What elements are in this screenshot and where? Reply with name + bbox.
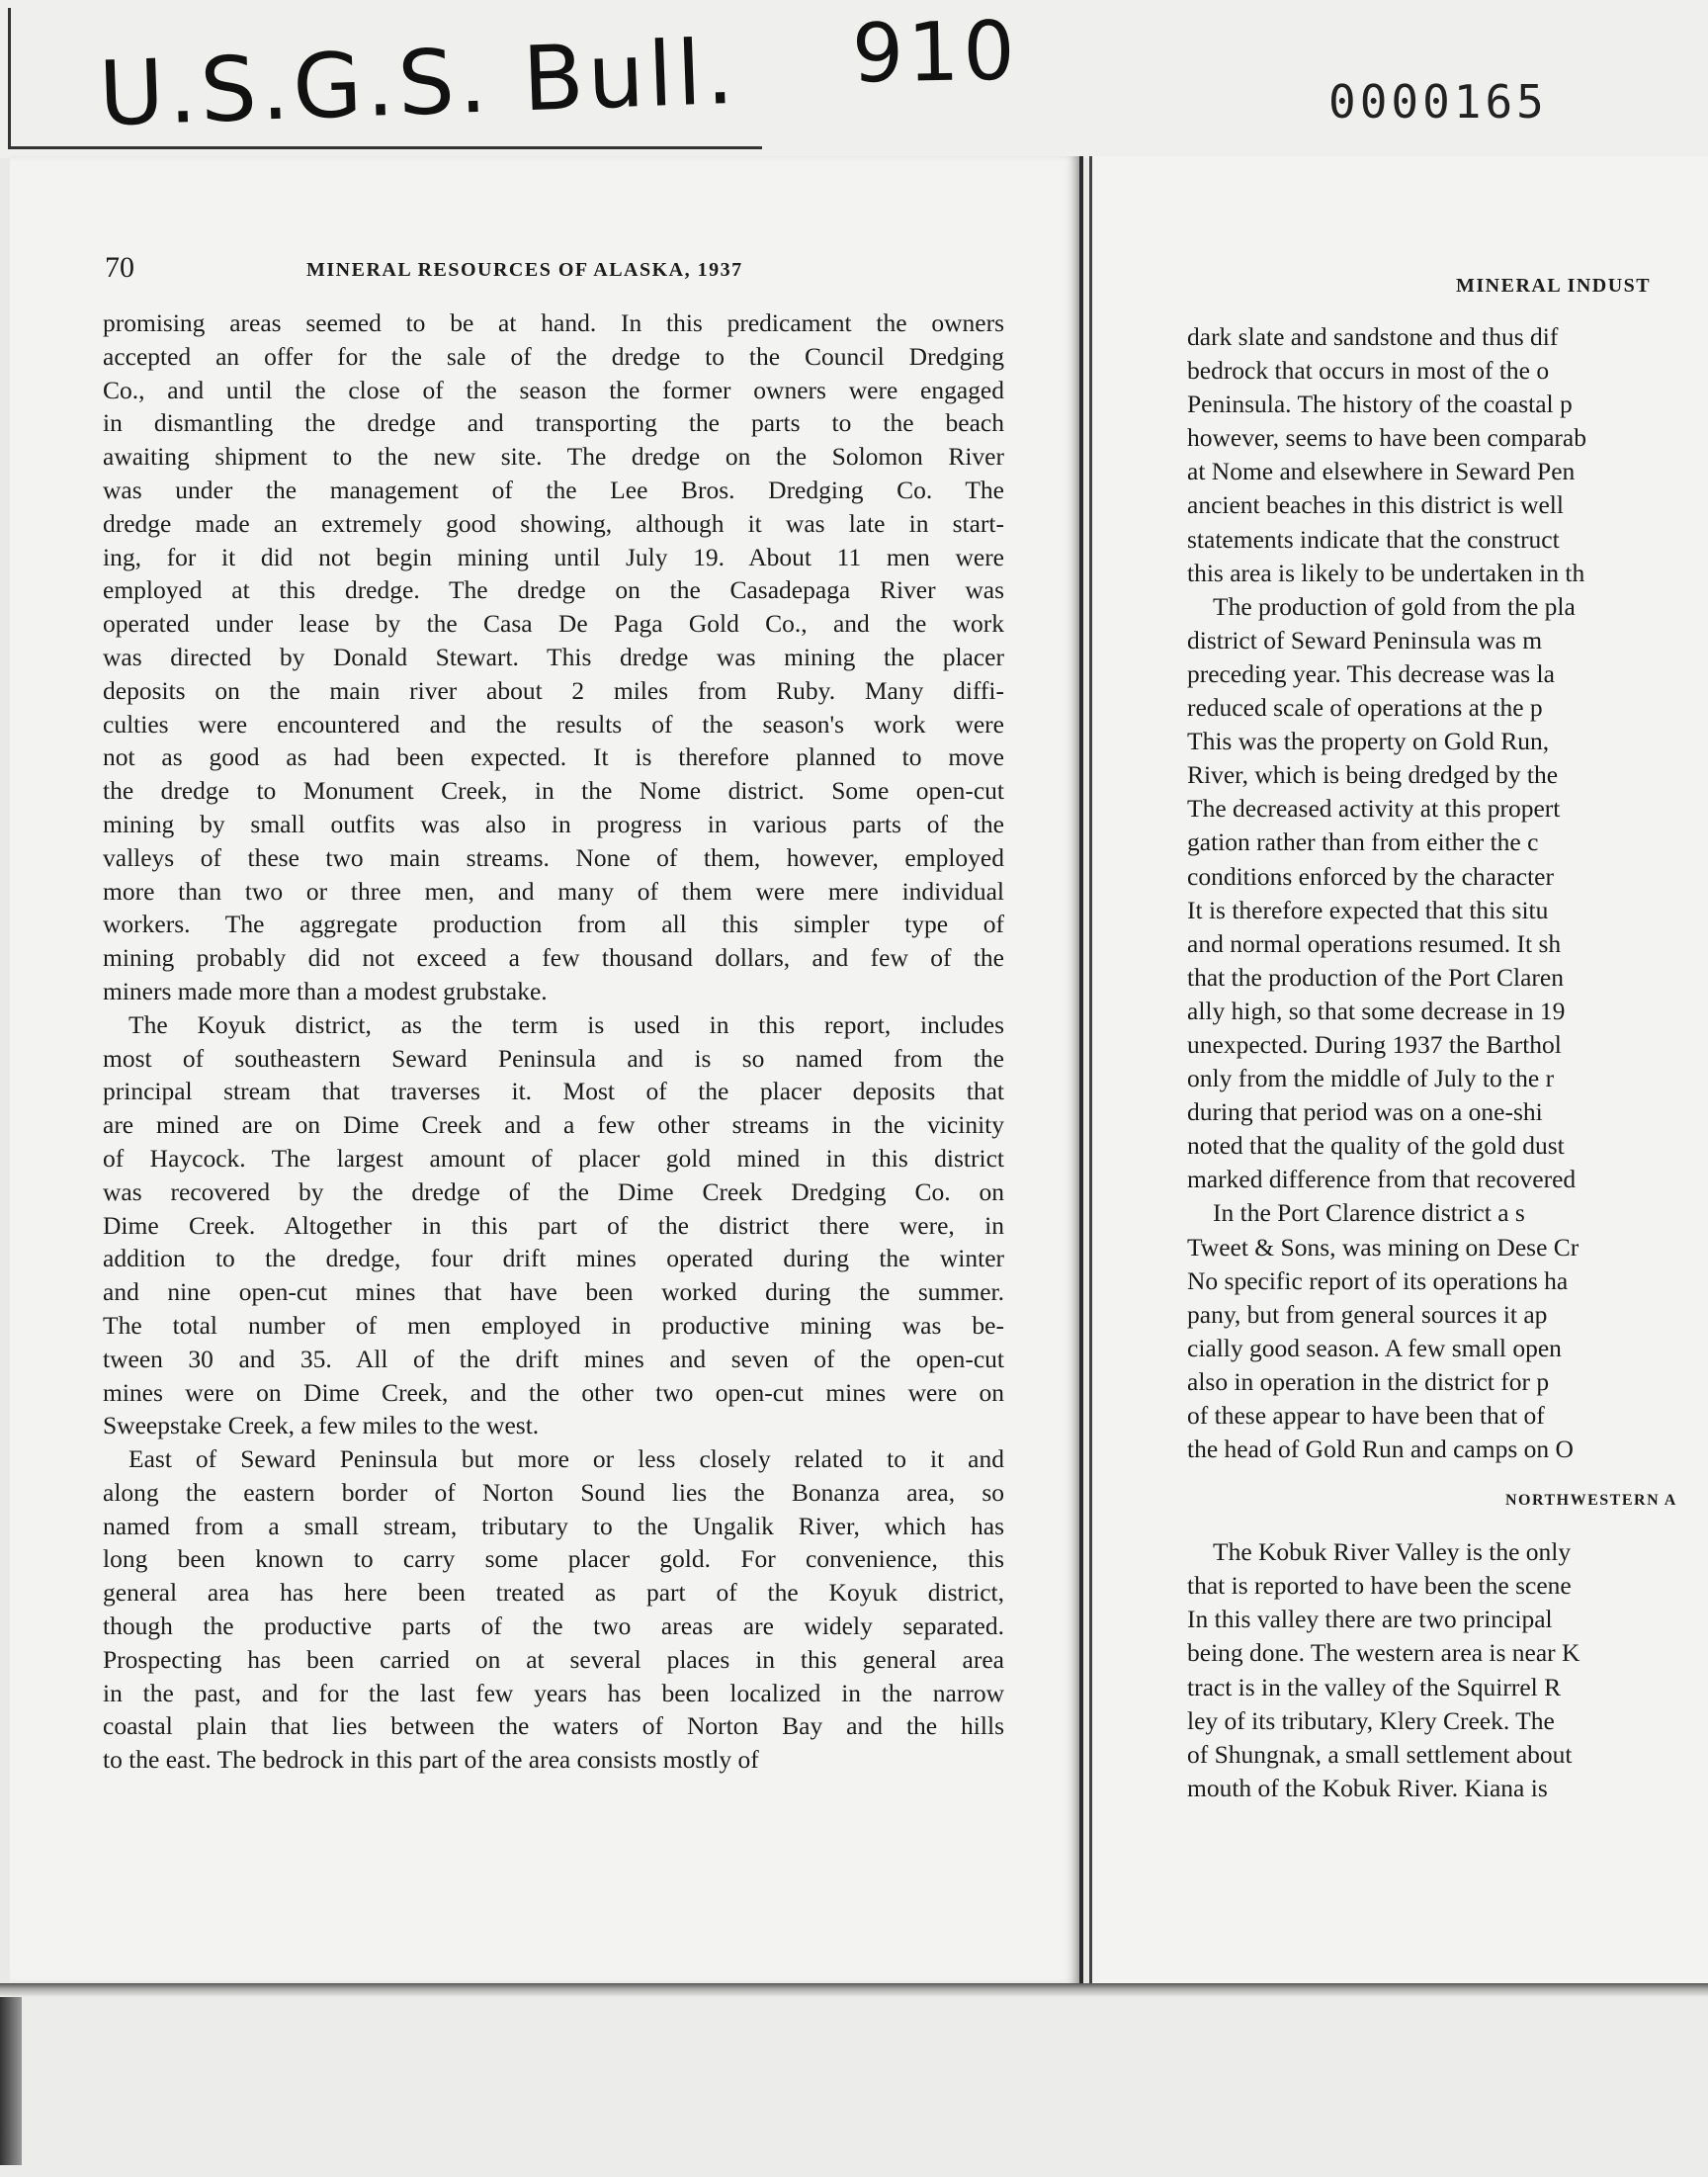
text-line: No specific report of its operations ha (1187, 1265, 1569, 1295)
text-line: Peninsula. The history of the coastal p (1187, 390, 1573, 419)
text-line: ley of its tributary, Klery Creek. The (1187, 1705, 1555, 1735)
text-line: ally high, so that some decrease in 19 (1187, 996, 1566, 1025)
text-line: in the past, and for the last few years has been localized in the narrow (103, 1678, 1004, 1707)
text-line: during that period was on a one-shi (1187, 1097, 1543, 1127)
text-line: Tweet & Sons, was mining on Dese Cr (1187, 1232, 1580, 1262)
text-line: accepted an offer for the sale of the dredge to the Council Dredging (103, 341, 1004, 371)
text-line: noted that the quality of the gold dust (1187, 1131, 1565, 1161)
text-line: mining probably did not exceed a few thousand dollars, and few of the (103, 943, 1004, 973)
text-line: Sweepstake Creek, a few miles to the west. (103, 1411, 540, 1440)
bottom-margin-strip (0, 1983, 1708, 2177)
text-line: In the Port Clarence district a s (1213, 1198, 1525, 1228)
bottom-page-edge (0, 1983, 1708, 1997)
text-line: The Koyuk district, as the term is used in this report, includes (128, 1009, 1004, 1039)
text-line: statements indicate that the construct (1187, 524, 1560, 554)
text-line: Co., and until the close of the season the former owners were engaged (103, 375, 1004, 404)
text-line: unexpected. During 1937 the Barthol (1187, 1029, 1562, 1059)
text-line: that the production of the Port Claren (1187, 962, 1564, 992)
text-line: also in operation in the district for p (1187, 1366, 1550, 1396)
text-line: reduced scale of operations at the p (1187, 693, 1543, 723)
text-line: of Haycock. The largest amount of placer gold mined in this district (103, 1143, 1004, 1173)
text-line: pany, but from general sources it ap (1187, 1299, 1548, 1329)
text-line: was recovered by the dredge of the Dime Creek Dredging Co. on (103, 1176, 1004, 1206)
text-line: Dime Creek. Altogether in this part of the district there were, in (103, 1210, 1004, 1240)
text-line: preceding year. This decrease was la (1187, 658, 1555, 688)
spacer (1187, 1466, 1708, 1484)
text-line: of Shungnak, a small settlement about (1187, 1739, 1573, 1769)
text-line: culties were encountered and the results of the season's work were (103, 709, 1004, 739)
text-line: named from a small stream, tributary to the Ungalik River, which has (103, 1511, 1004, 1540)
text-line: The production of gold from the pla (1213, 591, 1576, 621)
text-line: conditions enforced by the character (1187, 861, 1554, 891)
text-line: addition to the dredge, four drift mines operated during the winter (103, 1244, 1004, 1273)
text-line: valleys of these two main streams. None of them, however, employed (103, 842, 1004, 872)
text-line: ancient beaches in this district is well (1187, 490, 1564, 520)
left-page-body-text (103, 306, 1004, 1777)
left-binding-shadow (0, 1997, 22, 2165)
text-line: most of southeastern Seward Peninsula and is so named from the (103, 1043, 1004, 1073)
text-line: employed at this dredge. The dredge on the Casadepaga River was (103, 575, 1004, 605)
text-line: River, which is being dredged by the (1187, 760, 1559, 790)
text-line: mouth of the Kobuk River. Kiana is (1187, 1773, 1548, 1802)
text-line: The total number of men employed in productive mining was be- (103, 1310, 1004, 1340)
text-line: East of Seward Peninsula but more or less closely related to it and (128, 1444, 1004, 1474)
text-line: Prospecting has been carried on at several places in this general area (103, 1644, 1004, 1674)
text-line: bedrock that occurs in most of the o (1187, 356, 1550, 386)
text-line: not as good as had been expected. It is therefore planned to move (103, 742, 1004, 772)
handwritten-bulletin-number: 910 (851, 4, 1020, 102)
text-line: long been known to carry some placer gold. For convenience, this (103, 1544, 1004, 1574)
text-line: It is therefore expected that this situ (1187, 895, 1549, 924)
text-line: and nine open-cut mines that have been worked during the summer. (103, 1277, 1004, 1307)
handwritten-catalog-title: U.S.G.S. Bull. (97, 20, 739, 147)
text-line: only from the middle of July to the r (1187, 1064, 1555, 1093)
text-line: of these appear to have been that of (1187, 1401, 1545, 1430)
text-line: principal stream that traverses it. Most of the placer deposits that (103, 1077, 1004, 1106)
text-line: district of Seward Peninsula was m (1187, 625, 1543, 654)
text-line: operated under lease by the Casa De Paga Gold Co., and the work (103, 609, 1004, 639)
text-line: awaiting shipment to the new site. The dredge on the Solomon River (103, 442, 1004, 472)
text-line: deposits on the main river about 2 miles from Ruby. Many diffi- (103, 675, 1004, 705)
text-line: along the eastern border of Norton Sound lies the Bonanza area, so (103, 1477, 1004, 1507)
text-line: this area is likely to be undertaken in th (1187, 558, 1585, 587)
text-line: the head of Gold Run and camps on O (1187, 1435, 1574, 1464)
text-line: more than two or three men, and many of them were mere individual (103, 876, 1004, 906)
text-line: coastal plain that lies between the waters of Norton Bay and the hills (103, 1711, 1004, 1741)
text-line: being done. The western area is near K (1187, 1638, 1580, 1668)
text-line: cially good season. A few small open (1187, 1333, 1562, 1362)
section-heading: NORTHWESTERN A (1505, 1492, 1677, 1510)
text-line: at Nome and elsewhere in Seward Pen (1187, 457, 1576, 486)
text-line: mines were on Dime Creek, and the other two open-cut mines were on (103, 1377, 1004, 1407)
page-number: 70 (105, 251, 134, 284)
text-line: miners made more than a modest grubstake. (103, 976, 548, 1005)
running-head: MINERAL RESOURCES OF ALASKA, 1937 (306, 259, 743, 281)
text-line: are mined are on Dime Creek and a few other streams in the vicinity (103, 1110, 1004, 1140)
text-line: promising areas seemed to be at hand. In this predicament the owners (103, 308, 1004, 337)
right-page-body-text (1187, 320, 1708, 1805)
text-line: was directed by Donald Stewart. This dredge was mining the placer (103, 642, 1004, 671)
text-line: that is reported to have been the scene (1187, 1571, 1572, 1601)
text-line: tween 30 and 35. All of the drift mines and seven of the open-cut (103, 1344, 1004, 1373)
text-line: In this valley there are two principal (1187, 1605, 1553, 1634)
text-line: gation rather than from either the c (1187, 827, 1539, 857)
left-page (10, 156, 1083, 1983)
text-line: and normal operations resumed. It sh (1187, 928, 1562, 958)
text-line: The decreased activity at this propert (1187, 794, 1561, 824)
spacer (1187, 1518, 1708, 1535)
text-line: however, seems to have been comparab (1187, 423, 1586, 453)
text-line: tract is in the valley of the Squirrel R (1187, 1672, 1562, 1701)
catalog-label-strip (0, 0, 1708, 158)
text-line: mining by small outfits was also in progress in various parts of the (103, 809, 1004, 838)
text-line: the dredge to Monument Creek, in the Nome district. Some open-cut (103, 776, 1004, 806)
stamped-document-number: 0000165 (1328, 75, 1548, 129)
text-line: This was the property on Gold Run, (1187, 727, 1550, 756)
right-page (1089, 156, 1708, 1983)
text-line: to the east. The bedrock in this part of the area consists mostly of (103, 1745, 759, 1775)
right-running-head: MINERAL INDUST (1456, 275, 1652, 297)
text-line: was under the management of the Lee Bros. Dredging Co. The (103, 475, 1004, 504)
text-line: though the productive parts of the two areas are widely separated. (103, 1611, 1004, 1641)
text-line: in dismantling the dredge and transporting the parts to the beach (103, 408, 1004, 438)
text-line: dredge made an extremely good showing, although it was late in start- (103, 508, 1004, 538)
text-line: The Kobuk River Valley is the only (1213, 1537, 1572, 1567)
text-line: ing, for it did not begin mining until July 19. About 11 men were (103, 542, 1004, 571)
text-line: workers. The aggregate production from all this simpler type of (103, 910, 1004, 939)
text-line: dark slate and sandstone and thus dif (1187, 322, 1559, 351)
text-line: general area has here been treated as part of the Koyuk district, (103, 1578, 1004, 1608)
text-line: marked difference from that recovered (1187, 1165, 1577, 1194)
